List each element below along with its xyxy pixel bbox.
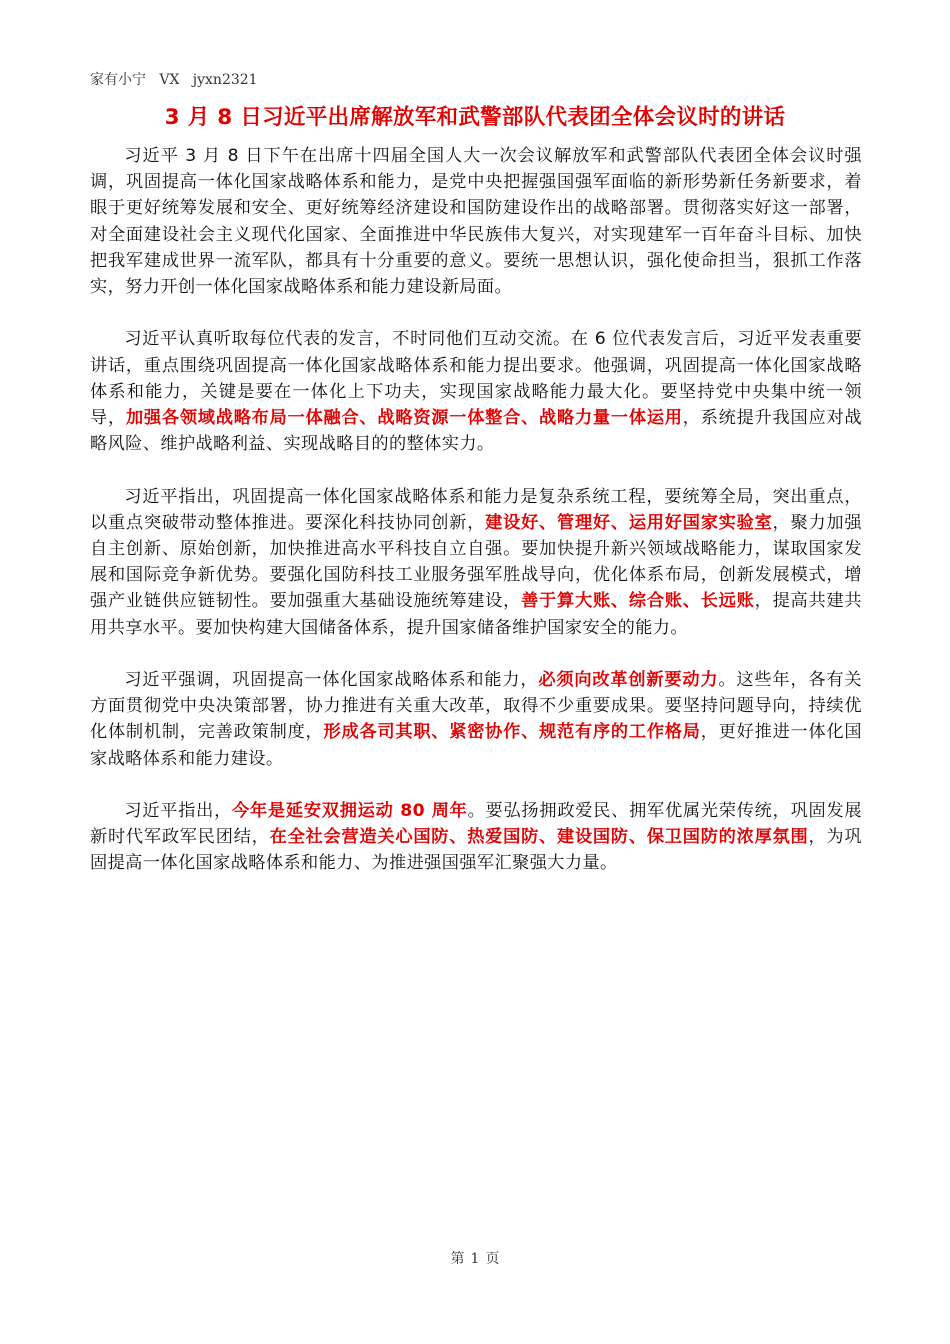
paragraph-2: [90, 326, 862, 457]
document-body: [90, 143, 862, 903]
paragraph-3: [90, 484, 862, 641]
paragraph-text: ，更好推进一体化国家战略体系和能力建设。: [90, 722, 863, 769]
highlighted-phrase: 必须向改革创新要动力: [538, 670, 719, 691]
highlighted-phrase: 善于算大账、综合账、长远账: [521, 591, 755, 612]
highlighted-phrase: 今年是延安双拥运动 80 周年: [232, 801, 468, 822]
paragraph-text: 习近平 3 月 8 日下午在出席十四届全国人大一次会议解放军和武警部队代表团全体会议时强调，巩固提高一体化国家战略体系和能力，是党中央把握强国强军面临的新形势新任务新要求，着眼于更好统筹发展和安全、更好统筹经济建设和国防建设作出的战略部署。贯彻落实好这一部署，对全面建设社会主义现代化国家、全面推进中华民族伟大复兴，对实现建军一百年奋斗目标、加快把我军建成世界一流军队，都具有十分重要的意义。要统一思想认识，强化使命担当，狠抓工作落实，努力开创一体化国家战略体系和能力建设新局面。: [90, 146, 862, 298]
highlighted-phrase: 加强各领域战略布局一体融合、战略资源一体整合、战略力量一体运用: [125, 408, 683, 429]
paragraph-text: ，系统提升我国应对战略风险、维护战略利益、实现战略目的的整体实力。: [90, 408, 862, 455]
highlighted-phrase: 建设好、管理好、运用好国家实验室: [485, 512, 773, 533]
paragraph-1: [90, 143, 862, 300]
paragraph-5: [90, 798, 862, 877]
paragraph-text: ，为巩固提高一体化国家战略体系和能力、为推进强国强军汇聚强大力量。: [90, 827, 862, 874]
header-note: 家有小宁 VX jyxn2321: [90, 72, 258, 88]
paragraph-text: 。要弘扬拥政爱民、拥军优属光荣传统，巩固发展新时代军政军民团结，: [90, 801, 862, 848]
page-label-suffix: 页: [485, 1251, 500, 1267]
paragraph-4: [90, 667, 862, 772]
paragraph-text: 。这些年，各有关方面贯彻党中央决策部署，协力推进有关重大改革，取得不少重要成果。要坚持问题导向，持续优化体制机制，完善政策制度，: [90, 670, 863, 743]
paragraph-text: 习近平认真听取每位代表的发言，不时同他们互动交流。在 6 位代表发言后，习近平发表重要讲话，重点围绕巩固提高一体化国家战略体系和能力提出要求。他强调，巩固提高一体化国家战略体系和能力，关键是要在一体化上下功夫，实现国家战略能力最大化。要坚持党中央集中统一领导，: [90, 329, 862, 429]
highlighted-phrase: 形成各司其职、紧密协作、规范有序的工作格局: [323, 722, 701, 743]
paragraph-text: ，聚力加强自主创新、原始创新，加快推进高水平科技自立自强。要加快提升新兴领域战略能力，谋取国家发展和国际竞争新优势。要强化国防科技工业服务强军胜战导向，优化体系布局，创新发展模式，增强产业链供应链韧性。要加强重大基础设施统筹建设，: [90, 512, 862, 612]
paragraph-text: 习近平强调，巩固提高一体化国家战略体系和能力，: [124, 670, 539, 691]
document-title: 3 月 8 日习近平出席解放军和武警部队代表团全体会议时的讲话: [164, 105, 786, 130]
paragraph-text: 习近平指出，巩固提高一体化国家战略体系和能力是复杂系统工程，要统筹全局，突出重点，以重点突破带动整体推进。要深化科技协同创新，: [90, 486, 862, 533]
page-number: 1: [470, 1251, 480, 1267]
page-label-prefix: 第: [450, 1251, 465, 1267]
paragraph-text: 习近平指出，: [124, 801, 233, 822]
highlighted-phrase: 在全社会营造关心国防、热爱国防、建设国防、保卫国防的浓厚氛围: [269, 827, 809, 848]
page-footer: [0, 1248, 950, 1268]
paragraph-text: ，提高共建共用共享水平。要加快构建大国储备体系，提升国家储备维护国家安全的能力。: [90, 591, 863, 638]
